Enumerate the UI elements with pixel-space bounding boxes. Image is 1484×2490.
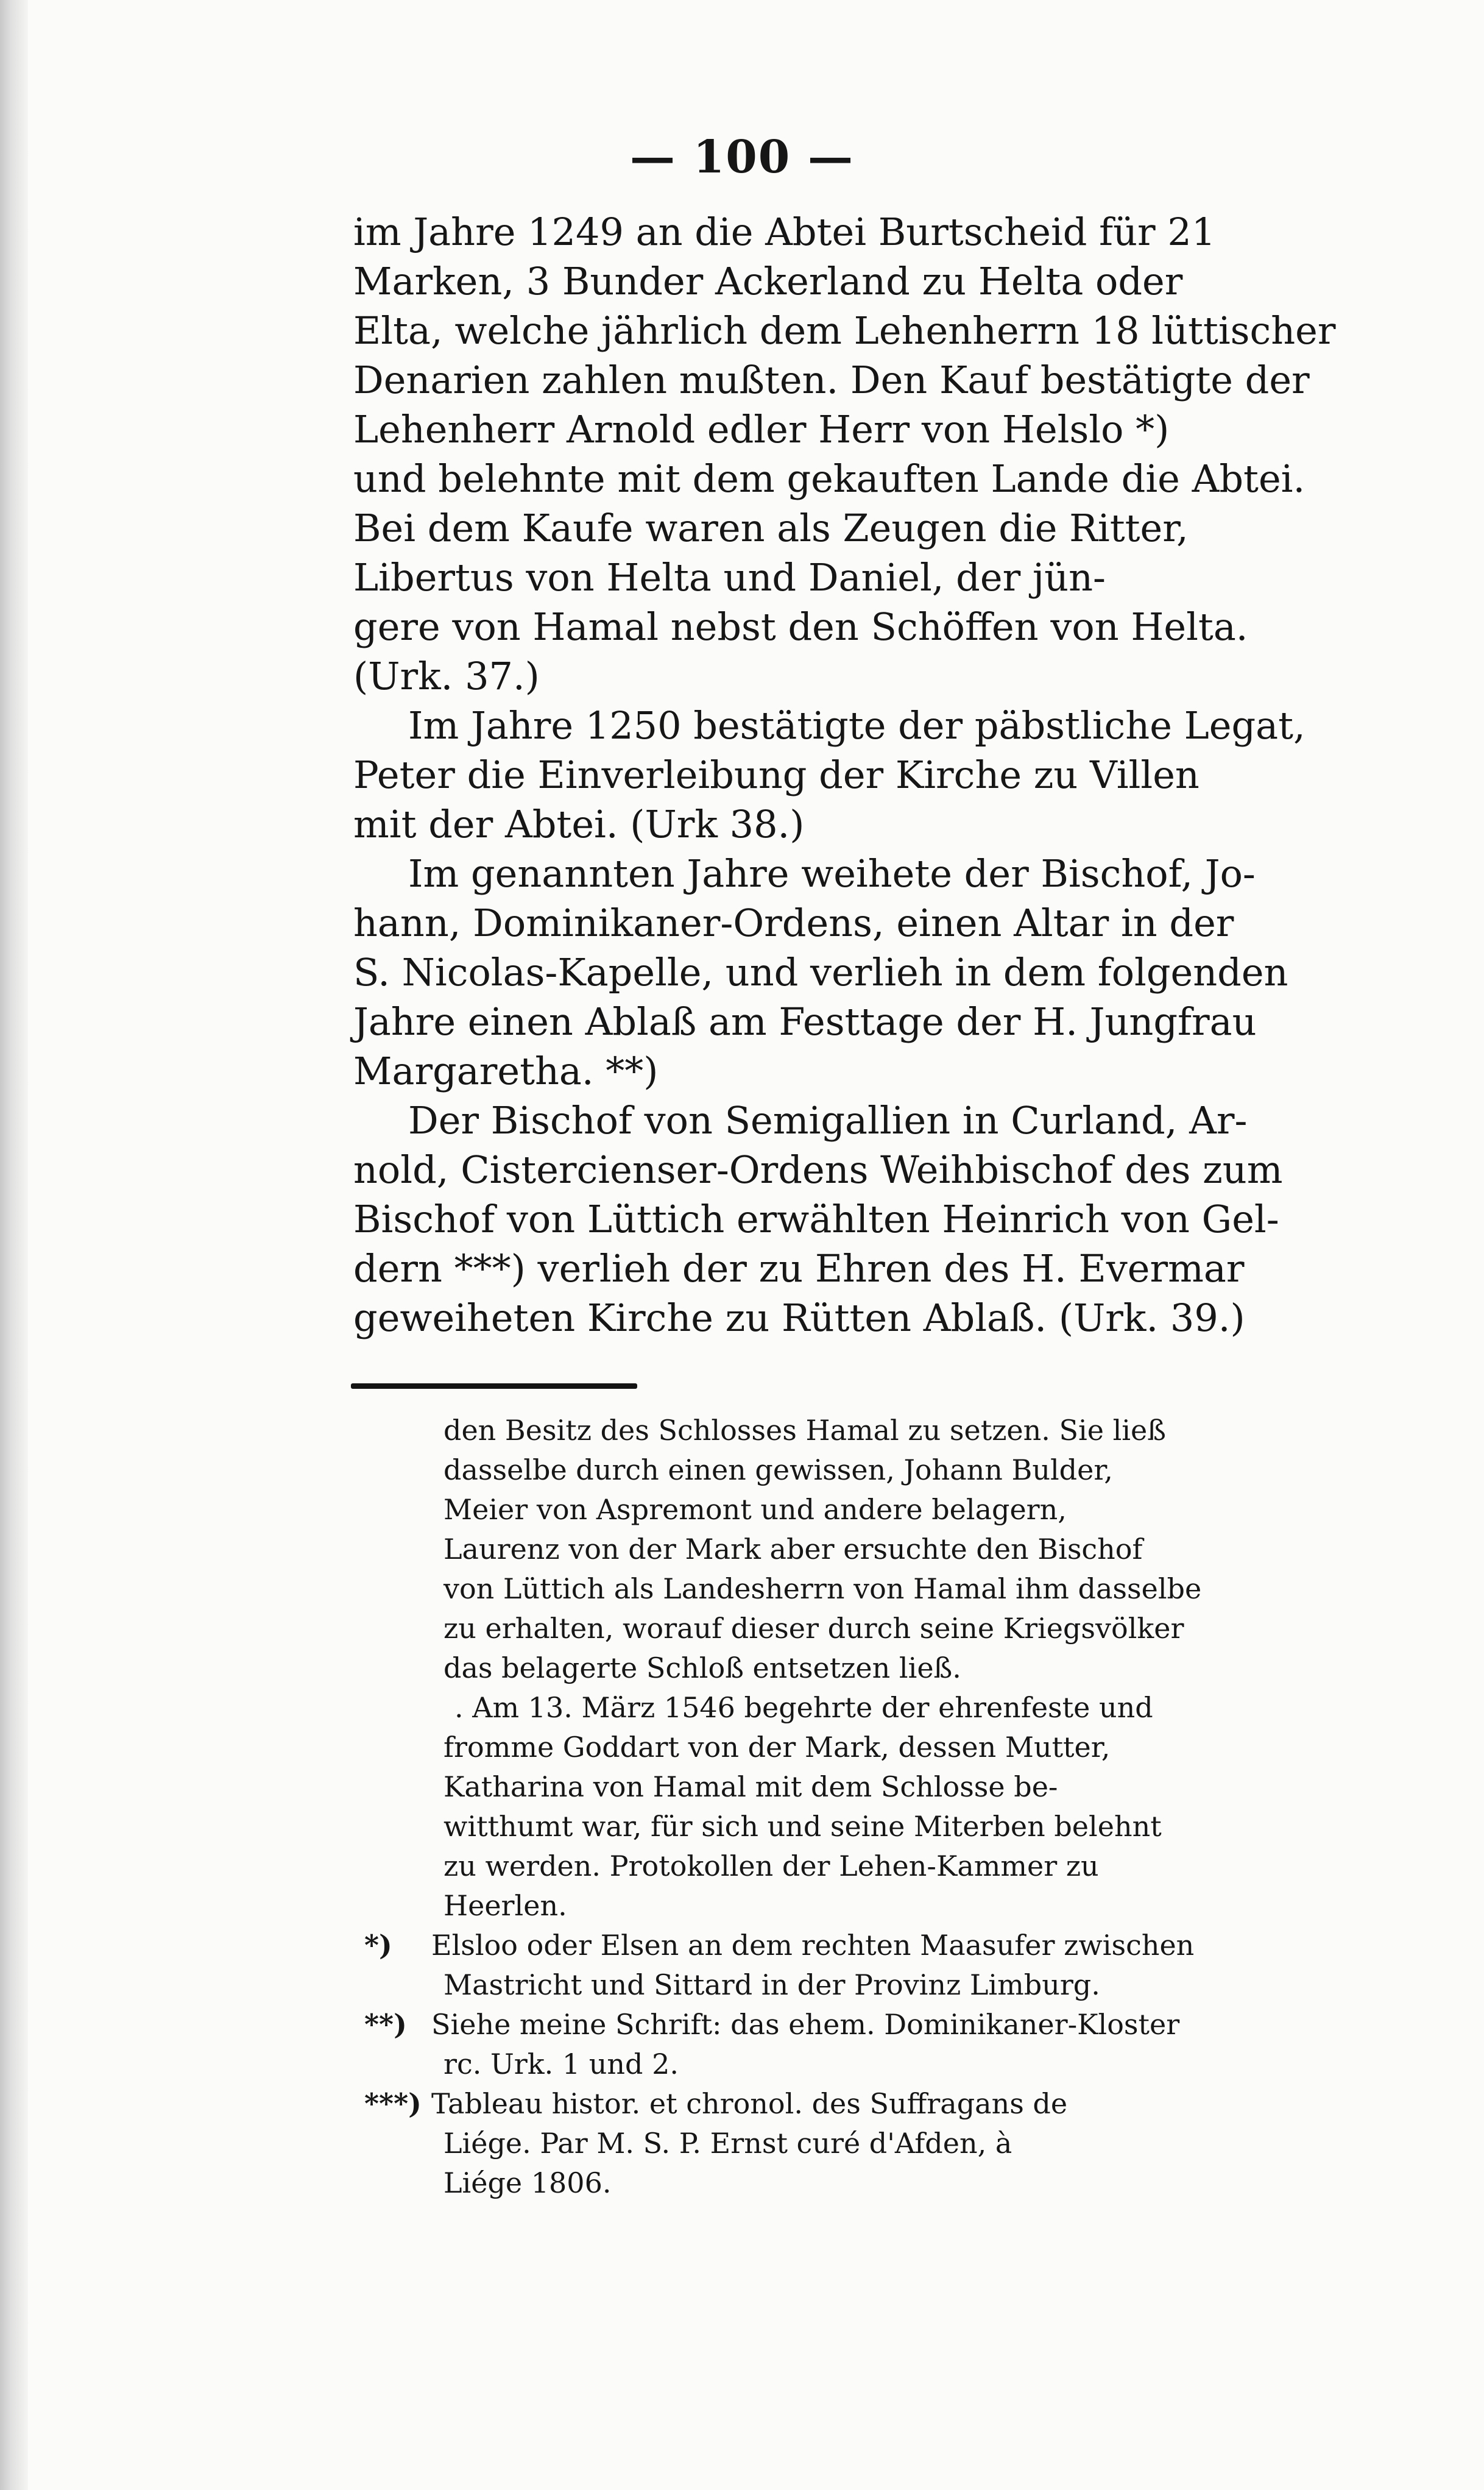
text-line: Margaretha. **) bbox=[353, 1049, 659, 1093]
text-line: Marken, 3 Bunder Ackerland zu Helta oder bbox=[353, 259, 1183, 303]
footnote-marker: ***) bbox=[364, 2087, 422, 2120]
text-line: Der Bischof von Semigallien in Curland, Ar- bbox=[408, 1098, 1248, 1143]
footnote-separator-rule bbox=[351, 1383, 637, 1389]
text-line: und belehnte mit dem gekauften Lande die Abtei. bbox=[353, 456, 1306, 501]
footnotes-section bbox=[364, 1411, 1415, 2203]
footnote-line: Meier von Aspremont und andere belagern, bbox=[443, 1493, 1067, 1526]
text-line: (Urk. 37.) bbox=[353, 654, 540, 698]
footnote-continuation-second bbox=[364, 1688, 1415, 1926]
text-line: geweiheten Kirche zu Rütten Ablaß. (Urk. 39.) bbox=[353, 1296, 1245, 1340]
text-line: Denarien zahlen mußten. Den Kauf bestätigte der bbox=[353, 358, 1310, 402]
paragraph-3 bbox=[353, 849, 1413, 1096]
footnote-line: Liége. Par M. S. P. Ernst curé d'Afden, à bbox=[443, 2127, 1012, 2160]
text-line: Libertus von Helta und Daniel, der jün- bbox=[353, 555, 1106, 600]
page-binding-shadow bbox=[0, 0, 28, 2490]
text-line: Lehenherr Arnold edler Herr von Helslo *) bbox=[353, 407, 1170, 452]
footnote-line: das belagerte Schloß entsetzen ließ. bbox=[443, 1651, 961, 1684]
footnote-line: Tableau histor. et chronol. des Suffragans de bbox=[431, 2087, 1068, 2120]
footnote-line: zu werden. Protokollen der Lehen-Kammer zu bbox=[443, 1850, 1099, 1882]
footnote-line: witthumt war, für sich und seine Miterben belehnt bbox=[443, 1810, 1162, 1843]
paragraph-4 bbox=[353, 1096, 1413, 1343]
footnote-1 bbox=[364, 1926, 1415, 2005]
main-text bbox=[353, 207, 1413, 1343]
text-line: Im Jahre 1250 bestätigte der päbstliche Legat, bbox=[408, 703, 1306, 748]
footnote-3 bbox=[364, 2084, 1415, 2203]
text-line: dern ***) verlieh der zu Ehren des H. Evermar bbox=[353, 1246, 1245, 1291]
text-line: im Jahre 1249 an die Abtei Burtscheid für 21 bbox=[353, 210, 1216, 254]
footnote-line: Katharina von Hamal mit dem Schlosse be- bbox=[443, 1770, 1058, 1803]
text-line: Im genannten Jahre weihete der Bischof, Jo- bbox=[408, 851, 1256, 896]
footnote-line: Liége 1806. bbox=[443, 2166, 612, 2199]
text-line: hann, Dominikaner-Ordens, einen Altar in der bbox=[353, 901, 1234, 945]
text-line: Peter die Einverleibung der Kirche zu Villen bbox=[353, 753, 1200, 797]
footnote-line: dasselbe durch einen gewissen, Johann Bulder, bbox=[443, 1453, 1113, 1486]
footnote-line: . Am 13. März 1546 begehrte der ehrenfeste und bbox=[454, 1691, 1153, 1724]
footnote-marker: *) bbox=[364, 1929, 392, 1962]
footnote-line: Mastricht und Sittard in der Provinz Limburg. bbox=[443, 1968, 1100, 2001]
footnote-continuation bbox=[364, 1411, 1415, 1688]
text-line: Elta, welche jährlich dem Lehenherrn 18 lüttischer bbox=[353, 308, 1336, 353]
text-line: Jahre einen Ablaß am Festtage der H. Jungfrau bbox=[353, 999, 1257, 1044]
footnote-line: fromme Goddart von der Mark, dessen Mutter, bbox=[443, 1731, 1111, 1764]
text-line: mit der Abtei. (Urk 38.) bbox=[353, 802, 805, 846]
footnote-line: Siehe meine Schrift: das ehem. Dominikaner-Kloster bbox=[431, 2008, 1180, 2041]
paragraph-2 bbox=[353, 701, 1413, 849]
text-line: S. Nicolas-Kapelle, und verlieh in dem folgenden bbox=[353, 950, 1288, 995]
paragraph-1 bbox=[353, 207, 1413, 701]
footnote-2 bbox=[364, 2005, 1415, 2084]
footnote-line: zu erhalten, worauf dieser durch seine Kriegsvölker bbox=[443, 1612, 1184, 1645]
text-line: Bischof von Lüttich erwählten Heinrich von Gel- bbox=[353, 1197, 1279, 1241]
footnote-line: rc. Urk. 1 und 2. bbox=[443, 2048, 679, 2080]
page-number: — 100 — bbox=[630, 131, 854, 183]
footnote-line: Laurenz von der Mark aber ersuchte den Bischof bbox=[443, 1533, 1143, 1566]
footnote-line: von Lüttich als Landesherrn von Hamal ihm dasselbe bbox=[443, 1572, 1202, 1605]
text-line: nold, Cistercienser-Ordens Weihbischof des zum bbox=[353, 1147, 1283, 1192]
footnote-line: Elsloo oder Elsen an dem rechten Maasufer zwischen bbox=[431, 1929, 1195, 1962]
text-line: Bei dem Kaufe waren als Zeugen die Ritter, bbox=[353, 506, 1189, 550]
footnote-line: Heerlen. bbox=[443, 1889, 567, 1922]
text-line: gere von Hamal nebst den Schöffen von Helta. bbox=[353, 605, 1248, 649]
footnote-marker: **) bbox=[364, 2008, 407, 2041]
footnote-line: den Besitz des Schlosses Hamal zu setzen. Sie ließ bbox=[443, 1414, 1166, 1447]
